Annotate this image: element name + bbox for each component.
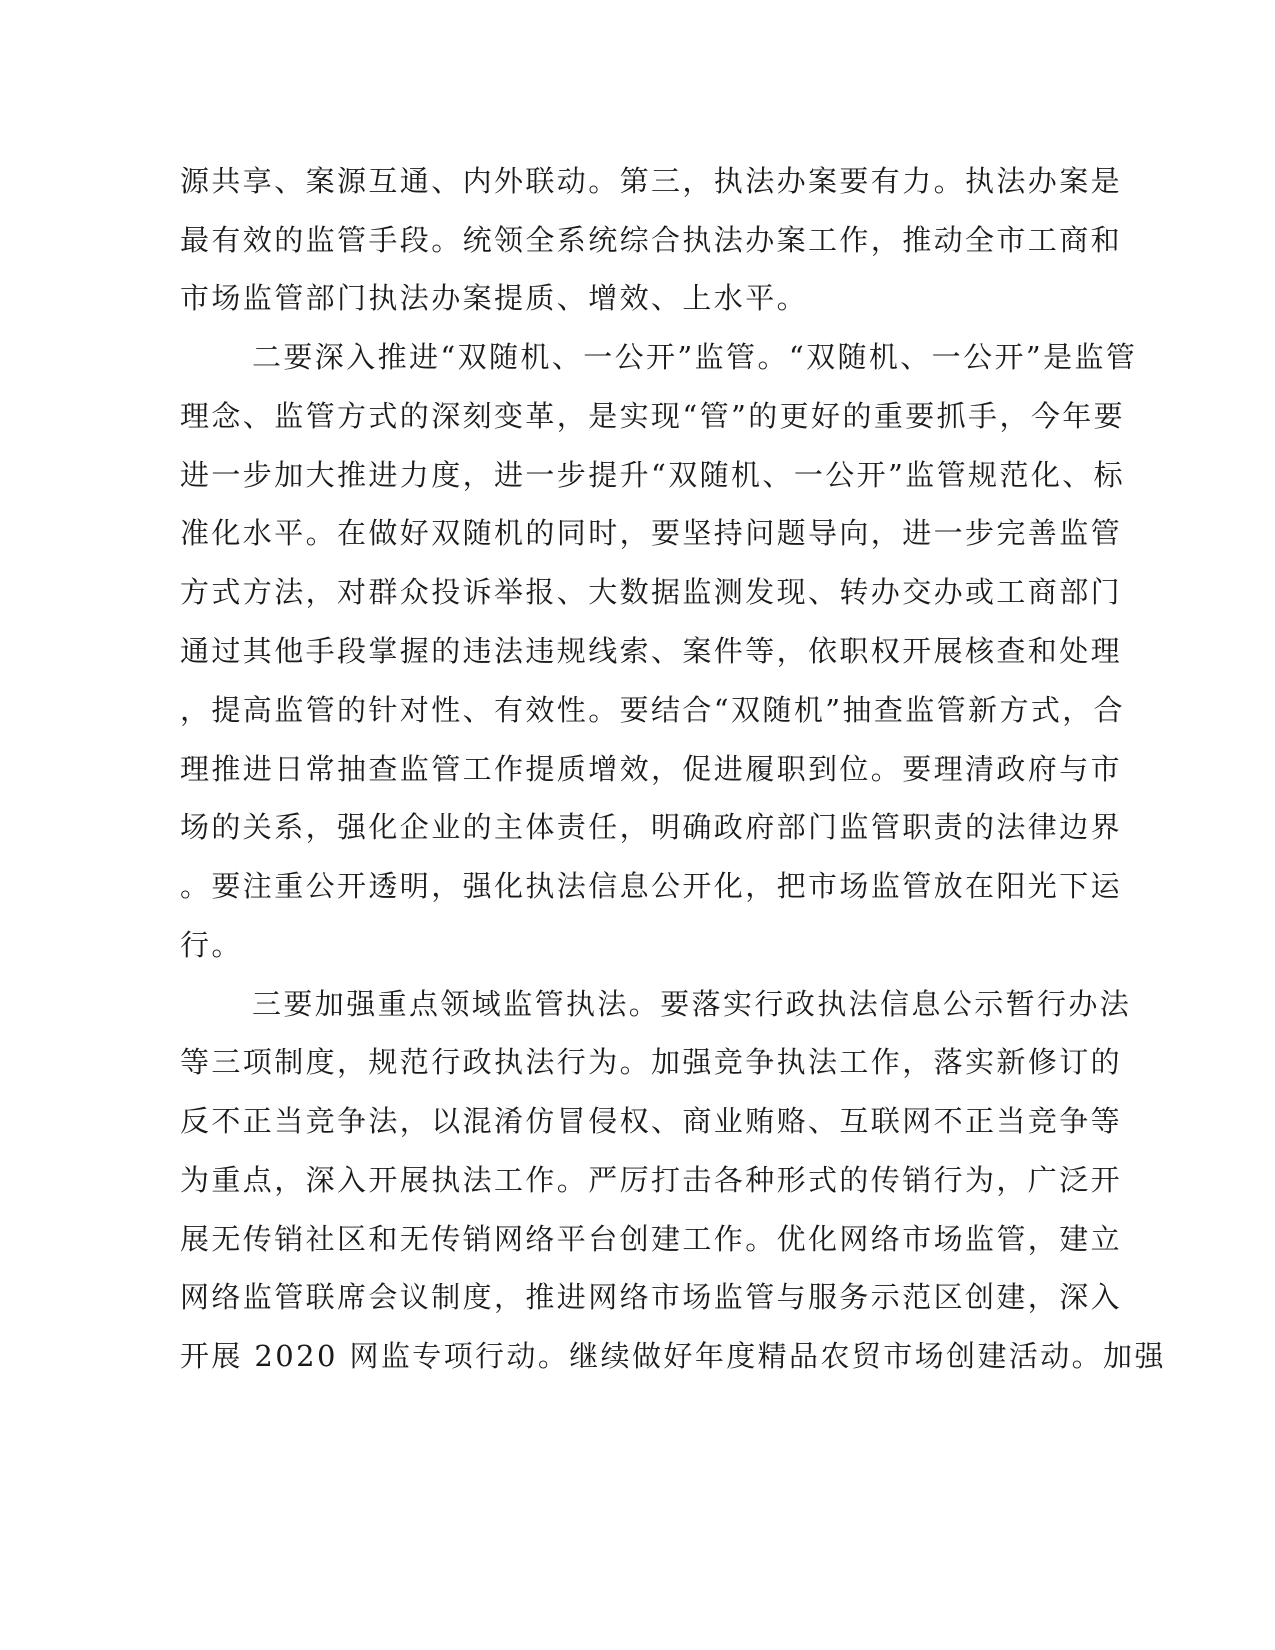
paragraph-line: 理念、监管方式的深刻变革，是实现“管”的更好的重要抓手，今年要	[180, 399, 1126, 433]
paragraph-line: 为重点，深入开展执法工作。严厉打击各种形式的传销行为，广泛开	[180, 1163, 1123, 1197]
paragraph-line: 二要深入推进“双随机、一公开”监管。“双随机、一公开”是监管	[252, 340, 1138, 374]
paragraph-line: 等三项制度，规范行政执法行为。加强竞争执法工作，落实新修订的	[180, 1045, 1123, 1079]
paragraph-line: 源共享、案源互通、内外联动。第三，执法办案要有力。执法办案是	[180, 164, 1123, 198]
paragraph-line: ，提高监管的针对性、有效性。要结合“双随机”抽查监管新方式，合	[180, 693, 1126, 727]
paragraph-line: 展无传销社区和无传销网络平台创建工作。优化网络市场监管，建立	[180, 1222, 1123, 1256]
paragraph-line: 。要注重公开透明，强化执法信息公开化，把市场监管放在阳光下运	[180, 869, 1123, 903]
paragraph-line: 行。	[180, 928, 243, 962]
paragraph-line: 反不正当竞争法，以混淆仿冒侵权、商业贿赂、互联网不正当竞争等	[180, 1104, 1123, 1138]
paragraph-line: 理推进日常抽查监管工作提质增效，促进履职到位。要理清政府与市	[180, 752, 1123, 786]
paragraph-line: 场的关系，强化企业的主体责任，明确政府部门监管职责的法律边界	[180, 810, 1123, 844]
paragraph-line: 网络监管联席会议制度，推进网络市场监管与服务示范区创建，深入	[180, 1280, 1123, 1314]
paragraph-line: 最有效的监管手段。统领全系统综合执法办案工作，推动全市工商和	[180, 223, 1123, 257]
paragraph-line: 准化水平。在做好双随机的同时，要坚持问题导向，进一步完善监管	[180, 516, 1123, 550]
paragraph-line: 三要加强重点领域监管执法。要落实行政执法信息公示暂行办法	[252, 987, 1132, 1021]
paragraph-line: 开展 2020 网监专项行动。继续做好年度精品农贸市场创建活动。加强	[180, 1339, 1166, 1373]
paragraph-line: 市场监管部门执法办案提质、增效、上水平。	[180, 281, 809, 315]
paragraph-line: 进一步加大推进力度，进一步提升“双随机、一公开”监管规范化、标	[180, 458, 1126, 492]
paragraph-line: 通过其他手段掌握的违法违规线索、案件等，依职权开展核查和处理	[180, 634, 1123, 668]
paragraph-line: 方式方法，对群众投诉举报、大数据监测发现、转办交办或工商部门	[180, 575, 1123, 609]
